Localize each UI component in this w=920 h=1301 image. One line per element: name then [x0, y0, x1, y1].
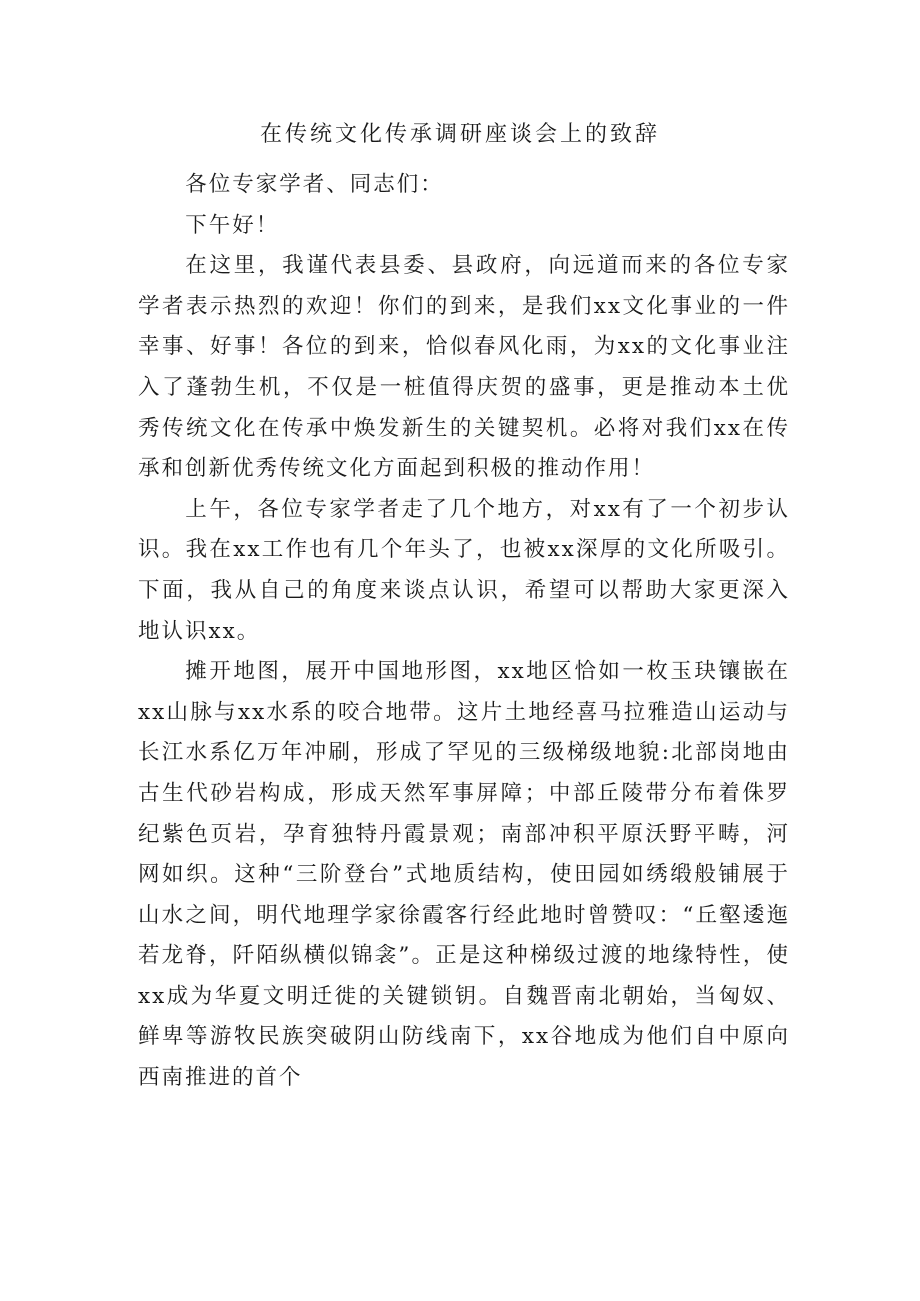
greeting: 下午好！ — [185, 212, 280, 238]
paragraph-welcome: 在这里，我谨代表县委、县政府，向远道而来的各位专家学者表示热烈的欢迎！你们的到来，是我们xx文化事业的一件幸事、好事！各位的到来，恰似春风化雨，为xx的文化事业注入了蓬勃生机，不仅是一桩值得庆贺的盛事，更是推动本土优秀传统文化在传承中焕发新生的关键契机。必将对我们xx在传承和创新优秀传统文化方面起到积极的推动作用！ — [138, 253, 790, 482]
document-body — [138, 165, 790, 1099]
document-title: 在传统文化传承调研座谈会上的致辞 — [259, 122, 660, 147]
salutation: 各位专家学者、同志们： — [185, 172, 444, 197]
paragraph-geography: 摊开地图，展开中国地形图，xx地区恰如一枚玉玦镶嵌在xx山脉与xx水系的咬合地带。这片土地经喜马拉雅造山运动与长江水系亿万年冲刷，形成了罕见的三级梯级地貌:北部岗地由古生代砂岩构成，形成天然军事屏障；中部丘陵带分布着侏罗纪紫色页岩，孕育独特丹霞景观；南部冲积平原沃野平畴，河网如织。这种“三阶登台”式地质结构，使田园如绣缎般铺展于山水之间，明代地理学家徐霞客行经此地时曾赞叹：“丘壑逶迤若龙脊，阡陌纵横似锦衾”。正是这种梯级过渡的地缘特性，使xx成为华夏文明迁徙的关键锁钥。自魏晋南北朝始，当匈奴、鲜卑等游牧民族突破阴山防线南下，xx谷地成为他们自中原向西南推进的首个 — [138, 659, 790, 1091]
paragraph-morning-visit: 上午，各位专家学者走了几个地方，对xx有了一个初步认识。我在xx工作也有几个年头了，也被xx深厚的文化所吸引。下面，我从自己的角度来谈点认识，希望可以帮助大家更深入地认识xx。 — [138, 496, 790, 644]
